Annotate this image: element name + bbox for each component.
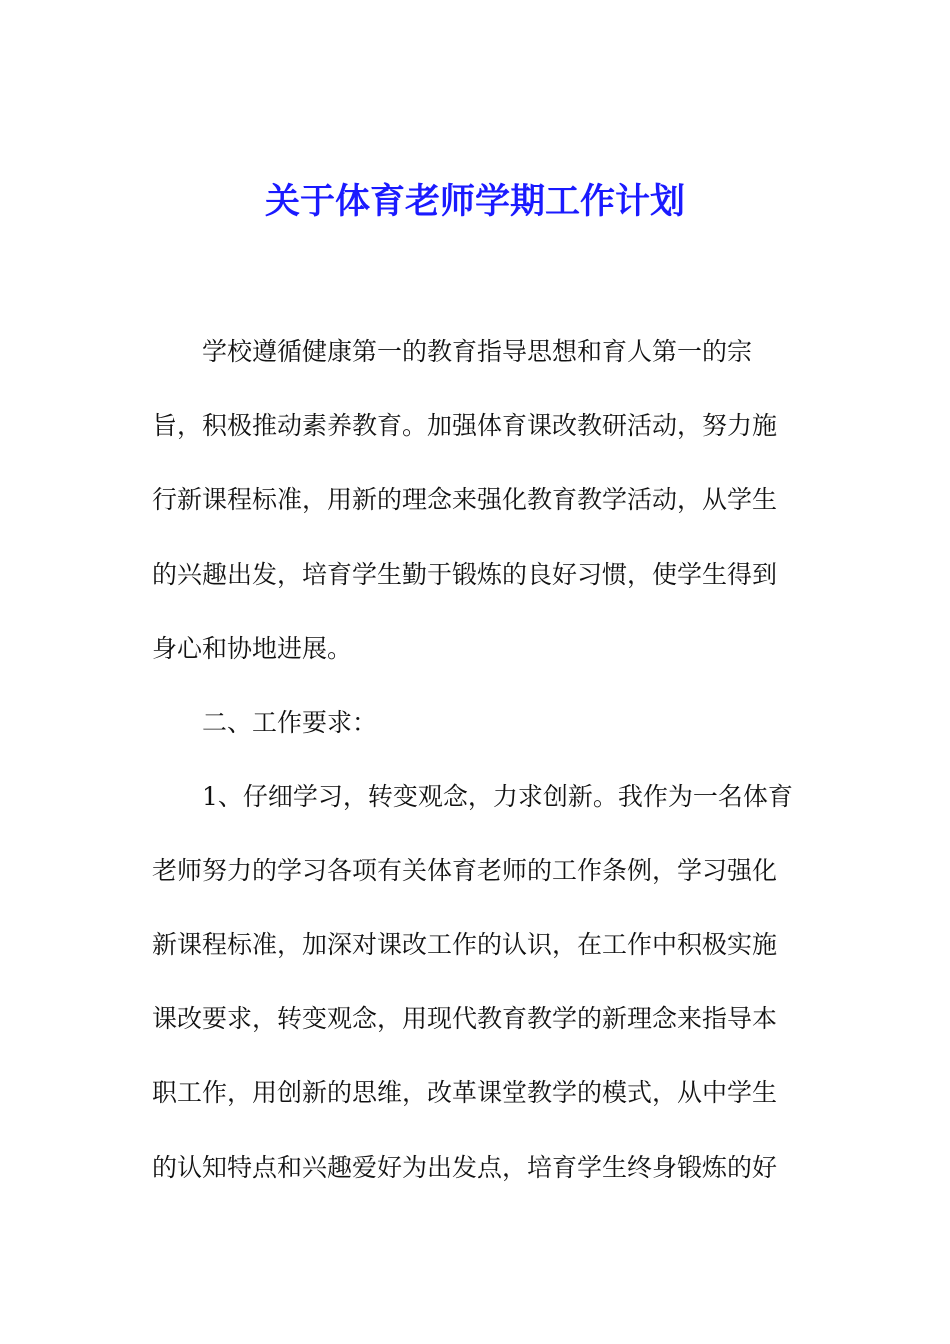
paragraph-line: 的兴趣出发，培育学生勤于锻炼的良好习惯，使学生得到 xyxy=(152,560,778,589)
paragraph-line: 行新课程标准，用新的理念来强化教育教学活动，从学生 xyxy=(152,485,778,514)
paragraph-line: 新课程标准，加深对课改工作的认识，在工作中积极实施 xyxy=(152,930,778,959)
paragraph-line: 课改要求，转变观念，用现代教育教学的新理念来指导本 xyxy=(152,1004,778,1033)
paragraph-line: 老师努力的学习各项有关体育老师的工作条例，学习强化 xyxy=(152,856,778,885)
document-title: 关于体育老师学期工作计划 xyxy=(264,181,685,222)
paragraph-line: 身心和协地进展。 xyxy=(152,634,353,663)
paragraph-line: 1、仔细学习，转变观念，力求创新。我作为一名体育 xyxy=(202,782,793,811)
paragraph-line: 学校遵循健康第一的教育指导思想和育人第一的宗 xyxy=(202,337,753,366)
paragraph-line: 的认知特点和兴趣爱好为出发点，培育学生终身锻炼的好 xyxy=(152,1153,778,1182)
section-heading: 二、工作要求： xyxy=(202,708,378,737)
paragraph-line: 职工作，用创新的思维，改革课堂教学的模式，从中学生 xyxy=(152,1078,778,1107)
paragraph-line: 旨，积极推动素养教育。加强体育课改教研活动，努力施 xyxy=(152,411,778,440)
